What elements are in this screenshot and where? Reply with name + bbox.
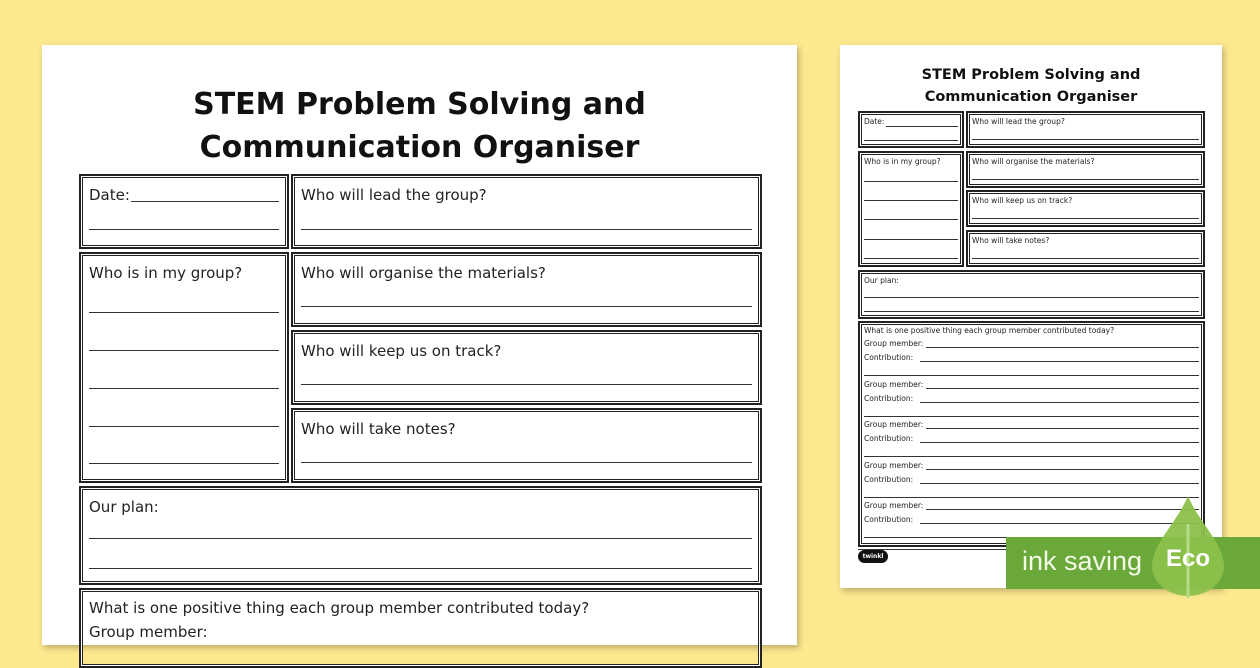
small-materials-box <box>966 151 1205 188</box>
track-box <box>291 330 762 405</box>
small-contribution-label: Contribution: <box>864 515 914 524</box>
title-line-2: Communication Organiser <box>199 130 640 165</box>
lead-box <box>291 174 762 249</box>
member-label: Group member: <box>89 623 208 641</box>
small-lead-label: Who will lead the group? <box>972 117 1065 126</box>
small-track-box <box>966 190 1205 227</box>
small-plan-label: Our plan: <box>864 276 899 285</box>
materials-label: Who will organise the materials? <box>301 264 546 282</box>
small-notes-box <box>966 230 1205 267</box>
small-group-box <box>858 151 964 267</box>
track-label: Who will keep us on track? <box>301 342 502 360</box>
small-date-label: Date: <box>864 117 885 126</box>
small-date-box <box>858 111 964 148</box>
group-box <box>79 252 289 483</box>
small-member-label: Group member: <box>864 379 924 389</box>
small-title-line-2: Communication Organiser <box>924 89 1138 105</box>
materials-box <box>291 252 762 327</box>
small-member-label: Group member: <box>864 501 924 510</box>
small-track-label: Who will keep us on track? <box>972 196 1073 205</box>
worksheet-preview-large <box>42 45 797 645</box>
small-group-label: Who is in my group? <box>864 157 941 166</box>
contribution-box <box>79 588 762 668</box>
contrib-question: What is one positive thing each group member contributed today? <box>89 599 590 617</box>
small-materials-label: Who will organise the materials? <box>972 157 1095 166</box>
small-contrib-question: What is one positive thing each group member contributed today? <box>864 326 1115 335</box>
group-label: Who is in my group? <box>89 264 243 282</box>
plan-box <box>79 486 762 585</box>
small-member-label: Group member: <box>864 339 924 348</box>
notes-box <box>291 408 762 483</box>
date-box <box>79 174 289 249</box>
small-contribution-label: Contribution: <box>864 393 914 403</box>
twinkl-logo: twinkl <box>858 550 888 563</box>
small-member-label: Group member: <box>864 420 924 429</box>
notes-label: Who will take notes? <box>301 420 456 438</box>
title-line-1: STEM Problem Solving and <box>193 87 646 122</box>
small-plan-box <box>858 270 1205 319</box>
small-contribution-label: Contribution: <box>864 353 914 362</box>
small-lead-box <box>966 111 1205 148</box>
date-label: Date: <box>89 186 130 204</box>
small-member-label: Group member: <box>864 460 924 470</box>
lead-label: Who will lead the group? <box>301 186 487 204</box>
small-contribution-label: Contribution: <box>864 474 914 484</box>
small-title-line-1: STEM Problem Solving and <box>921 67 1141 83</box>
plan-label: Our plan: <box>89 498 159 516</box>
eco-label: Eco <box>1166 545 1211 572</box>
ink-saving-text: ink saving <box>1022 546 1143 576</box>
small-contribution-label: Contribution: <box>864 434 914 443</box>
small-notes-label: Who will take notes? <box>972 236 1050 245</box>
